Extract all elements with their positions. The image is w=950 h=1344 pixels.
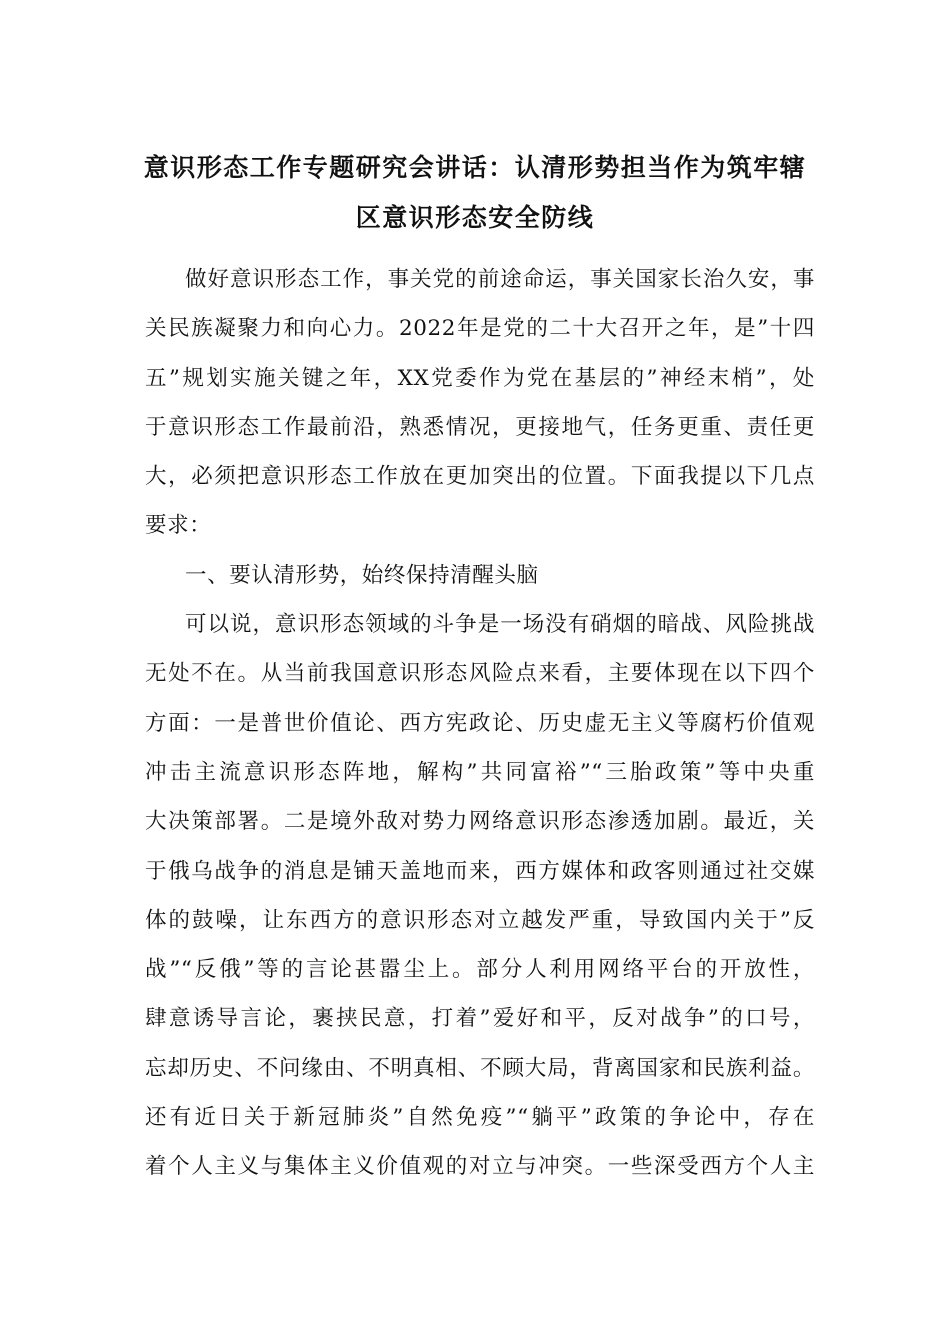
body-line: 忘却历史、不问缘由、不明真相、不顾大局，背离国家和民族利益。 [145, 1055, 815, 1081]
body-line: 还有近日关于新冠肺炎”自然免疫”“躺平”政策的争论中，存在 [145, 1105, 815, 1131]
section-heading: 一、要认清形势，始终保持清醒头脑 [185, 562, 539, 588]
body-line: 着个人主义与集体主义价值观的对立与冲突。一些深受西方个人主 [145, 1154, 815, 1180]
body-line: 五”规划实施关键之年，XX党委作为党在基层的”神经末梢”，处 [145, 365, 815, 391]
body-line: 无处不在。从当前我国意识形态风险点来看，主要体现在以下四个 [145, 661, 815, 687]
body-line: 可以说，意识形态领域的斗争是一场没有硝烟的暗战、风险挑战 [185, 612, 815, 638]
body-line: 做好意识形态工作，事关党的前途命运，事关国家长治久安，事 [185, 267, 815, 292]
document-title-line-2: 区意识形态安全防线 [355, 203, 595, 232]
body-line: 方面：一是普世价值论、西方宪政论、历史虚无主义等腐朽价值观 [145, 710, 815, 736]
body-line: 大，必须把意识形态工作放在更加突出的位置。下面我提以下几点 [145, 464, 815, 490]
body-line: 要求： [145, 513, 212, 539]
body-line: 肆意诱导言论，裹挟民意，打着”爱好和平，反对战争”的口号， [145, 1006, 815, 1032]
body-line: 于意识形态工作最前沿，熟悉情况，更接地气，任务更重、责任更 [145, 414, 815, 440]
body-line: 关民族凝聚力和向心力。2022年是党的二十大召开之年，是”十四 [145, 316, 815, 342]
body-line: 冲击主流意识形态阵地，解构”共同富裕”“三胎政策”等中央重 [145, 759, 815, 785]
body-line: 于俄乌战争的消息是铺天盖地而来，西方媒体和政客则通过社交媒 [145, 858, 815, 884]
body-line: 大决策部署。二是境外敌对势力网络意识形态渗透加剧。最近，关 [145, 809, 815, 835]
body-line: 体的鼓噪，让东西方的意识形态对立越发严重，导致国内关于”反 [145, 907, 815, 933]
document-title-line-1: 意识形态工作专题研究会讲话：认清形势担当作为筑牢辖 [143, 153, 807, 182]
document-body [145, 255, 815, 1192]
body-line: 战”“反俄”等的言论甚嚣尘上。部分人利用网络平台的开放性， [145, 957, 815, 983]
